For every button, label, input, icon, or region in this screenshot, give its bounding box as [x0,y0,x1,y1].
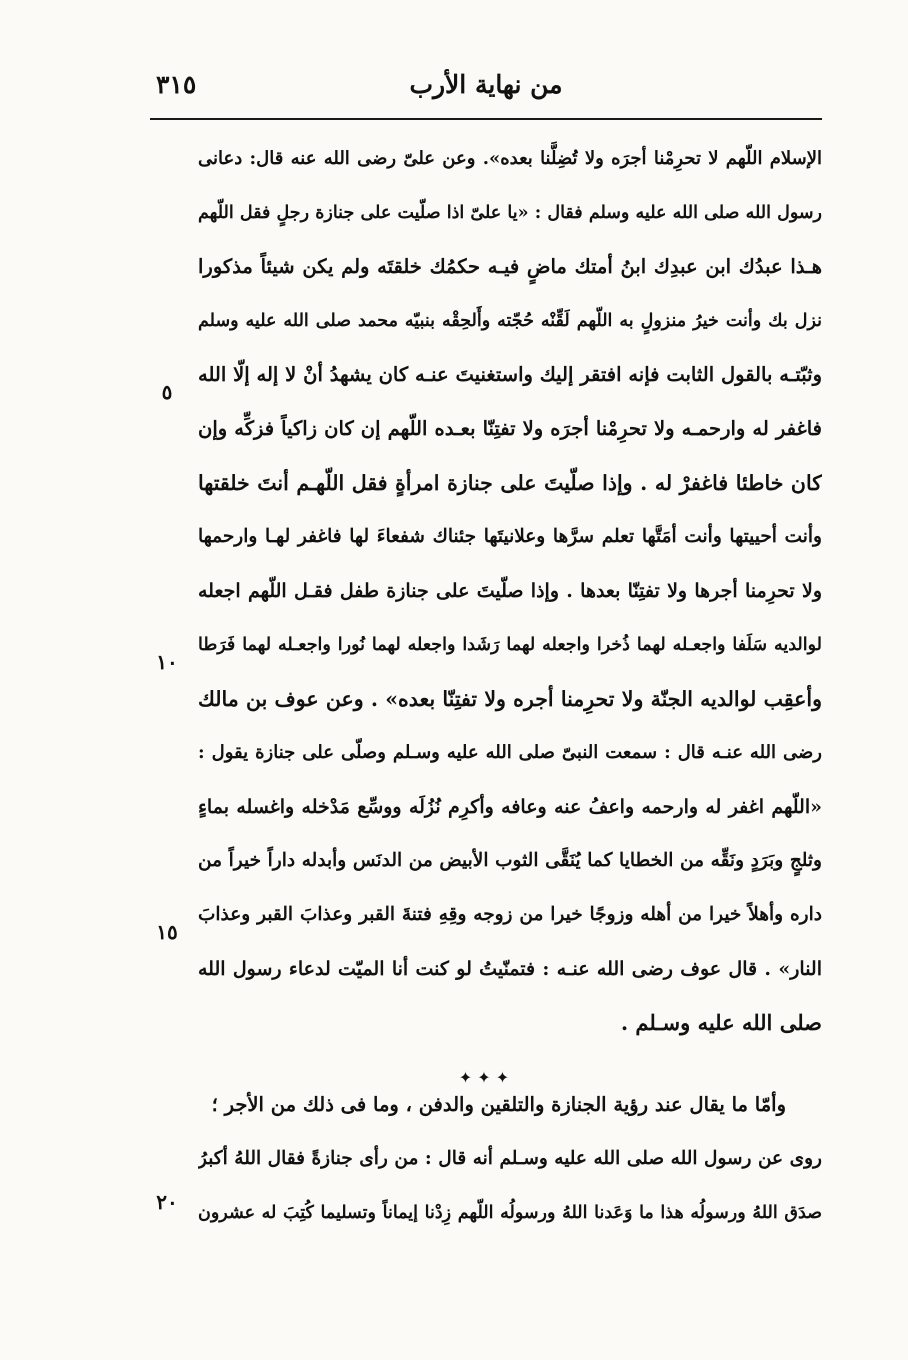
page-number: ٣١٥ [156,70,197,99]
text-line: صدَق اللهُ ورسولُه هذا ما وَعَدنا اللهُ ورسولُه اللّهم زِدْنا إيماناً وتسليما كُتِبَ له عشرون [198,1203,822,1223]
text-line: النار» . قال عوف رضى الله عنـه : فتمنّيتُ لو كنت أنا الميّت لدعاء رسول الله [198,958,822,980]
text-line: وثلجٍ وبَرَدٍ ونَقِّه من الخطايا كما يُنَقَّى الثوب الأبيض من الدنَس وأبدله داراً خيراً من [198,850,822,871]
text-line: رسول الله صلى الله عليه وسلم فقال : «يا علىّ اذا صلّيت على جنازة رجلٍ فقل اللّهم [198,203,822,223]
text-line: رضى الله عنـه قال : سمعت النبىّ صلى الله عليه وسـلم وصلّى على جنازة يقول : [198,742,822,763]
text-line: لوالديه سَلَفا واجعـله لهما ذُخرا واجعله لهما رَشَدا واجعله لهما نُورا واجعـله لهما فَرَطا [198,635,822,655]
page-header [150,66,822,118]
text-line: وأنت أحييتها وأنت أمَتَّها تعلم سرَّها وعلانيتَها جئناك شفعاءَ لها فاغفر لهـا وارحمها [198,526,822,547]
text-line: ولا تحرِمنا أجرها ولا تفتِنّا بعدها . وإذا صلّيتَ على جنازة طفل فقـل اللّهم اجعله [198,580,822,602]
line-number-20: ٢٠ [156,1190,178,1214]
text-line: صلى الله عليه وسـلم . [620,1010,822,1035]
text-line: نزل بك وأنت خيرُ منزولٍ به اللّهم لَقِّنْه حُجّته وأَلحِقْه بنبيّه محمد صلى الله عليه وسلم [198,311,822,331]
section-heading-line: وأمّا ما يقال عند رؤية الجنازة والتلقين والدفن ، وما فى ذلك من الأجر ؛ [211,1093,786,1116]
line-number-5: ٥ [161,380,173,404]
header-rule [150,118,822,120]
line-number-15: ١٥ [156,920,178,944]
line-number-10: ١٠ [156,650,178,674]
section-ornament: ✦ ✦ ✦ [458,1068,510,1087]
running-title: من نهاية الأرب [409,70,563,99]
text-line: وأعقِب لوالديه الجنّة ولا تحرِمنا أجره ولا تفتِنّا بعده» . وعن عوف بن مالك [198,687,822,711]
text-line: داره وأهلاً خيرا من أهله وزوجًا خيرا من زوجه وقِهِ فتنةَ القبر وعذابَ القبر وعذابَ [198,904,822,925]
text-line: الإسلام اللّهم لا تحرِمْنا أجرَه ولا تُضِلَّنا بعده». وعن علىّ رضى الله عنه قال: دعانى [198,148,822,169]
text-line: «اللّهم اغفر له وارحمه واعفُ عنه وعافه وأكرِم نُزُلَه ووسِّع مَدْخله واغسله بماءٍ [198,796,822,818]
text-line: وثبّتـه بالقول الثابت فإنه افتقر إليك واستغنيتَ عنـه كان يشهدُ أنْ لا إله إلّا الله [198,363,822,386]
text-line: هـذا عبدُك ابن عبدِك ابنُ أمتك ماضٍ فيـه حكمُك خلقتَه ولم يكن شيئاً مذكورا [198,255,822,278]
text-line: فاغفر له وارحمـه ولا تحرِمْنا أجرَه ولا تفتِنّا بعـده اللّهم إن كان زاكياً فزكِّه وإن [198,417,822,440]
text-line: روى عن رسول الله صلى الله عليه وسـلم أنه قال : من رأى جنازةً فقال اللهُ أكبرُ [198,1148,822,1169]
text-line: كان خاطئا فاغفرْ له . وإذا صلّيتَ على جنازة امرأةٍ فقل اللّهـم أنتَ خلقتها [198,471,822,495]
